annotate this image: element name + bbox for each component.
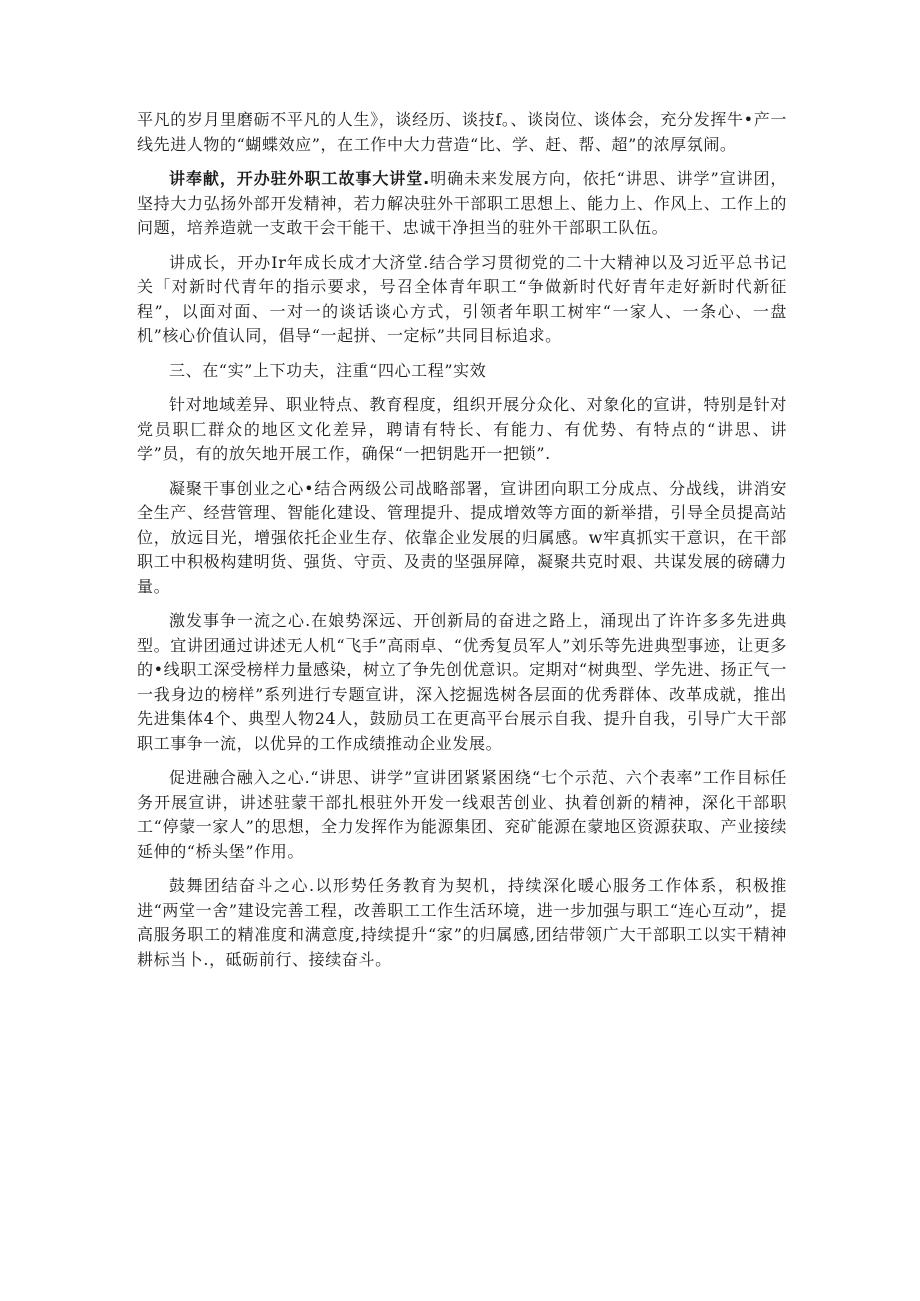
paragraph-lead-heading: 讲奉献，开办驻外职工故事大讲堂.: [169, 169, 430, 188]
paragraph-8: [137, 766, 787, 864]
paragraph-2: [137, 167, 787, 241]
paragraph-text: 凝聚干事创业之心•结合两级公司战略部署，宣讲团向职工分成点、分战线，讲消安全生产、经营管理、智能化建设、管理提升、提成增效等方面的新举措，引导全员提高站位，放远目光，增强依托企业生存、依靠企业发展的归属感。w牢真抓实干意识，在干部职工中积极构建明货、强货、守贡、及责的坚强屏障，凝聚共克时艰、共谋发展的磅礴力量。: [137, 478, 787, 596]
paragraph-text: 针对地域差异、职业特点、教育程度，组织开展分众化、对象化的宣讲，特别是针对党员职匚群众的地区文化差异，聘请有特长、有能力、有优势、有特点的“讲思、讲学”员，有的放矢地开展工作，确保“一把钥匙开一把锁”.: [137, 395, 787, 463]
paragraph-text: 明确未来发展方向，依托“讲思、讲学”宣讲团，坚持大力弘扬外部开发精神，若力解决驻外干部职工思想上、能力上、作风上、工作上的问题，培养造就一支敢干会干能干、忠诚干净担当的驻外干部职工队伍。: [137, 169, 788, 237]
paragraph-9: [137, 874, 787, 972]
paragraph-text: 促进融合融入之心.“讲思、讲学”宣讲团紧紧困绕“七个示范、六个表率”工作目标任务开展宣讲，讲述驻蒙干部扎根驻外开发一线艰苦创业、执着创新的精神，深化干部职工“停蒙一家人”的思想，全力发挥作为能源集团、兖矿能源在蒙地区资源获取、产业接续延伸的“桥头堡”作用。: [137, 768, 787, 861]
section-heading-3: [137, 359, 787, 384]
paragraph-6: [137, 477, 787, 600]
paragraph-3: [137, 251, 787, 349]
paragraph-5: [137, 393, 787, 467]
paragraph-text: 鼓舞团结奋斗之心.以形势任务教育为契机，持续深化暖心服务工作体系，积极推进“两堂一舍”建设完善工程，改善职工工作生活环境，进一步加强与职工“连心互动”，提高服务职工的精准度和满意度,持续提升“家”的归属感,团结带领广大干部职工以实干精神耕标当卜.，砥砺前行、接续奋斗。: [137, 876, 787, 969]
paragraph-text: 讲成长，开办Ir年成长成才大济堂.结合学习贯彻党的二十大精神以及习近平总书记关「对新时代青年的指示要求，号召全体青年职工“争做新时代好青年走好新时代新征程”，以面对面、一对一的谈话谈心方式，引领者年职工树牢“一家人、一条心、一盘机”核心价值认同，倡导“一起拼、一定标”共同目标追求。: [137, 252, 787, 345]
paragraph-text: 平凡的岁月里磨砺不平凡的人生》，谈经历、谈技f。、谈岗位、谈体会，充分发挥牛•产一线先进人物的“蝴蝶效应”，在工作中大力营造“比、学、赶、帮、超”的浓厚氛闹。: [137, 110, 787, 154]
document-body: [137, 108, 787, 982]
paragraph-7: [137, 609, 787, 756]
paragraph-1: [137, 108, 787, 157]
section-heading-text: 三、在“实”上下功夫，注重“四心工程”实效: [169, 360, 487, 380]
paragraph-text: 激发事争一流之心.在娘势深远、开创新局的奋进之路上，涌现出了许许多多先进典型。宜讲团通过讲述无人机“飞手”高雨卓、“优秀复员军人”刘乐等先进典型事迹，让更多的•线职工深受榜样力量感染，树立了争先创优意识。定期对“树典型、学先进、扬正气一一我身边的榜样”系列进行专题宣讲，深入挖掘选树各层面的优秀群体、改革成就，推出先进集体4个、典型人物24人，鼓励员工在更高平台展示自我、提升自我，引导广大干部职工事争一流，以优异的工作成绩推动企业发展。: [137, 611, 787, 753]
